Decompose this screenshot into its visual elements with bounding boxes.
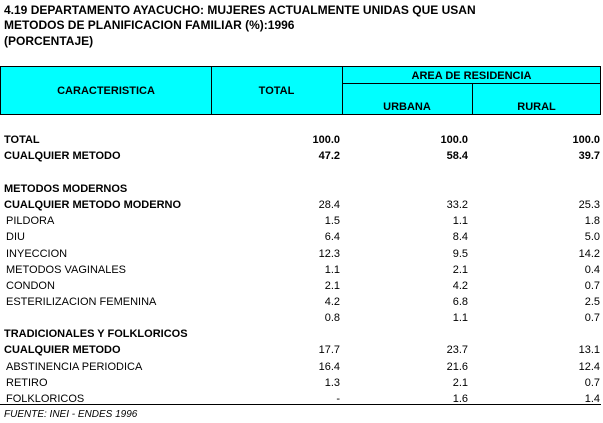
cell-urbana: 23.7	[446, 344, 468, 356]
row-label: CUALQUIER METODO	[4, 150, 121, 162]
row-label: PILDORA	[6, 215, 55, 227]
row-label: CUALQUIER METODO MODERNO	[4, 199, 182, 211]
table-bottom-rule	[0, 404, 601, 405]
table-row	[0, 375, 603, 391]
cell-total: 47.2	[318, 150, 340, 162]
row-label: ABSTINENCIA PERIODICA	[6, 361, 143, 373]
cell-rural: 0.7	[584, 280, 600, 292]
table-row	[0, 213, 603, 229]
cell-rural: 12.4	[578, 361, 600, 373]
cell-urbana: 100.0	[440, 134, 468, 146]
cell-urbana: 2.1	[452, 377, 468, 389]
header-urbana: URBANA	[383, 101, 431, 113]
header-rural: RURAL	[517, 101, 556, 113]
table-row	[0, 148, 603, 164]
row-label: TRADICIONALES Y FOLKLORICOS	[4, 328, 188, 340]
cell-total: 1.1	[324, 264, 340, 276]
table-row	[0, 197, 603, 213]
cell-rural: 13.1	[578, 344, 600, 356]
cell-urbana: 33.2	[446, 199, 468, 211]
cell-total: 1.5	[324, 215, 340, 227]
row-label: METODOS VAGINALES	[6, 264, 127, 276]
cell-rural: 100.0	[572, 134, 600, 146]
cell-total: 2.1	[324, 280, 340, 292]
cell-rural: 25.3	[578, 199, 600, 211]
cell-total: 0.8	[324, 312, 340, 324]
header-total: TOTAL	[258, 84, 295, 97]
row-label: ESTERILIZACION FEMENINA	[6, 296, 157, 308]
table-row	[0, 132, 603, 148]
table-title-line2: METODOS DE PLANIFICACION FAMILIAR (%):1996	[4, 18, 295, 32]
table-row	[0, 262, 603, 278]
table-row	[0, 359, 603, 375]
table-row	[0, 326, 603, 342]
cell-rural: 39.7	[578, 150, 600, 162]
row-label: DIU	[6, 231, 25, 243]
table-header	[0, 66, 601, 115]
cell-rural: 0.7	[584, 377, 600, 389]
cell-urbana: 58.4	[446, 150, 468, 162]
cell-total: 12.3	[318, 248, 340, 260]
cell-urbana: 6.8	[452, 296, 468, 308]
table-row	[0, 181, 603, 197]
cell-total: -	[336, 393, 340, 405]
cell-rural: 2.5	[584, 296, 600, 308]
cell-urbana: 4.2	[452, 280, 468, 292]
table-row	[0, 294, 603, 310]
cell-urbana: 1.6	[452, 393, 468, 405]
table-row	[0, 310, 603, 326]
row-label: INYECCION	[6, 248, 68, 260]
header-area-residencia: AREA DE RESIDENCIA	[411, 69, 532, 82]
cell-total: 4.2	[324, 296, 340, 308]
cell-total: 100.0	[312, 134, 340, 146]
table-source-footnote: FUENTE: INEI - ENDES 1996	[4, 409, 138, 420]
table-subtitle: (PORCENTAJE)	[4, 34, 94, 48]
cell-rural: 14.2	[578, 248, 600, 260]
row-label: TOTAL	[4, 134, 40, 146]
table-row	[0, 342, 603, 358]
cell-rural: 1.8	[584, 215, 600, 227]
cell-total: 6.4	[324, 231, 340, 243]
cell-rural: 1.4	[584, 393, 600, 405]
row-label: METODOS MODERNOS	[4, 183, 128, 195]
cell-rural: 5.0	[584, 231, 600, 243]
cell-urbana: 21.6	[446, 361, 468, 373]
cell-total: 16.4	[318, 361, 340, 373]
cell-total: 1.3	[324, 377, 340, 389]
row-label: CONDON	[6, 280, 55, 292]
cell-urbana: 1.1	[452, 312, 468, 324]
table-row	[0, 246, 603, 262]
header-caracteristica: CARACTERISTICA	[57, 84, 155, 97]
cell-total: 17.7	[318, 344, 340, 356]
cell-urbana: 9.5	[452, 248, 468, 260]
cell-rural: 0.4	[584, 264, 600, 276]
cell-urbana: 2.1	[452, 264, 468, 276]
table-row	[0, 229, 603, 245]
cell-total: 28.4	[318, 199, 340, 211]
table-title-line1: 4.19 DEPARTAMENTO AYACUCHO: MUJERES ACTUALMENTE UNIDAS QUE USAN	[4, 3, 476, 17]
table-row	[0, 278, 603, 294]
row-label: CUALQUIER METODO	[4, 344, 121, 356]
cell-urbana: 1.1	[452, 215, 468, 227]
cell-rural: 0.7	[584, 312, 600, 324]
row-label: FOLKLORICOS	[6, 393, 85, 405]
row-label: RETIRO	[6, 377, 48, 389]
cell-urbana: 8.4	[452, 231, 468, 243]
